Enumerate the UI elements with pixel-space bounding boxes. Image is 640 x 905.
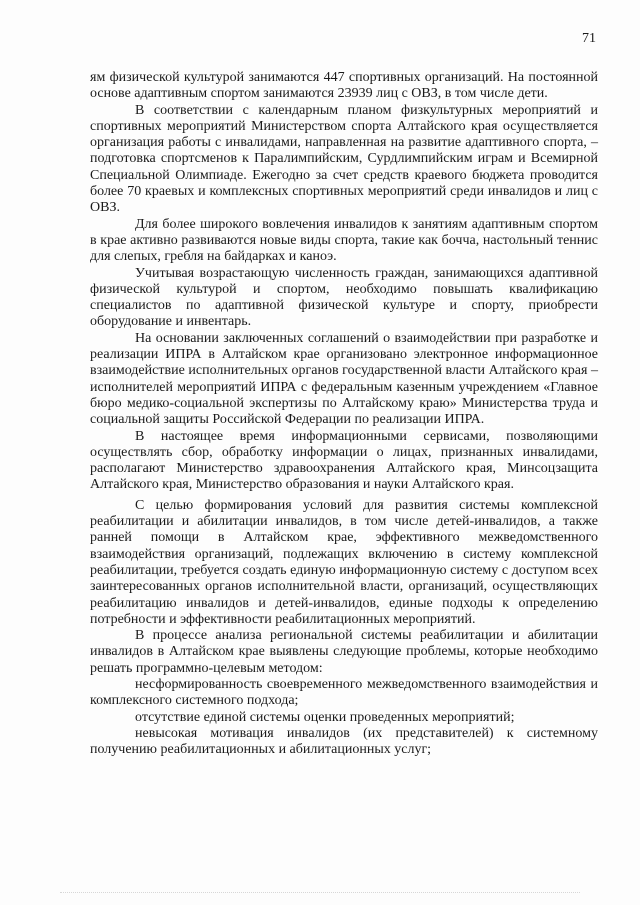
problem-list-item: несформированность своевременного межведомственного взаимодействия и комплексного системного подхода; <box>90 676 598 709</box>
paragraph: В процессе анализа региональной системы реабилитации и абилитации инвалидов в Алтайском крае выявлены следующие проблемы, которые необходимо решать программно-целевым методом: <box>90 628 598 676</box>
paragraph: Учитывая возрастающую численность граждан, занимающихся адаптивной физической культурой и спортом, необходимо повышать квалификацию специалистов по адаптивной физической культуре и спорту, приобрести оборудование и инвентарь. <box>90 265 598 330</box>
problem-list-item: невысокая мотивация инвалидов (их представителей) к системному получению реабилитационных и абилитационных услуг; <box>90 725 598 758</box>
paragraph: На основании заключенных соглашений о взаимодействии при разработке и реализации ИПРА в Алтайском крае организовано электронное информационное взаимодействие исполнительных органов государственной власти Алтайского края – исполнителей мероприятий ИПРА с федеральным казенным учреждением «Главное бюро медико-социальной экспертизы по Алтайскому краю» Министерства труда и социальной защиты Российской Федерации по реализации ИПРА. <box>90 330 598 428</box>
paragraph: Для более широкого вовлечения инвалидов к занятиям адаптивным спортом в крае активно развиваются новые виды спорта, такие как бочча, настольный теннис для слепых, гребля на байдарках и каноэ. <box>90 216 598 265</box>
paragraph: В соответствии с календарным планом физкультурных мероприятий и спортивных мероприятий Министерством спорта Алтайского края осуществляется организация работы с инвалидами, направленная на развитие адаптивного спорта, – подготовка спортсменов к Паралимпийским, Сурдлимпийским играм и Всемирной Специальной Олимпиаде. Ежегодно за счет средств краевого бюджета проводится более 70 краевых и комплексных спортивных мероприятий среди инвалидов и лиц с ОВЗ. <box>90 102 598 216</box>
page-number: 71 <box>582 31 596 46</box>
paragraph-continuation: ям физической культурой занимаются 447 спортивных организаций. На постоянной основе адаптивным спортом занимаются 23939 лиц с ОВЗ, в том числе дети. <box>90 70 598 102</box>
paragraph: С целью формирования условий для развития системы комплексной реабилитации и абилитации инвалидов, в том числе детей-инвалидов, а также ранней помощи в Алтайском крае, эффективного межведомственного взаимодействия организаций, подлежащих включению в систему комплексной реабилитации, требуется создать единую информационную систему с доступом всех заинтересованных органов исполнительной власти, организаций, осуществляющих реабилитацию инвалидов и детей-инвалидов, единые подходы к определению потребности и эффективности реабилитационных мероприятий. <box>90 497 598 627</box>
scan-artifact-line <box>60 892 580 895</box>
document-body <box>90 70 598 758</box>
problem-list-item: отсутствие единой системы оценки проведенных мероприятий; <box>135 709 515 725</box>
paragraph: В настоящее время информационными сервисами, позволяющими осуществлять сбор, обработку информации о лицах, признанных инвалидами, располагают Министерство здравоохранения Алтайского края, Минсоцзащита Алтайского края, Министерство образования и науки Алтайского края. <box>90 428 598 493</box>
